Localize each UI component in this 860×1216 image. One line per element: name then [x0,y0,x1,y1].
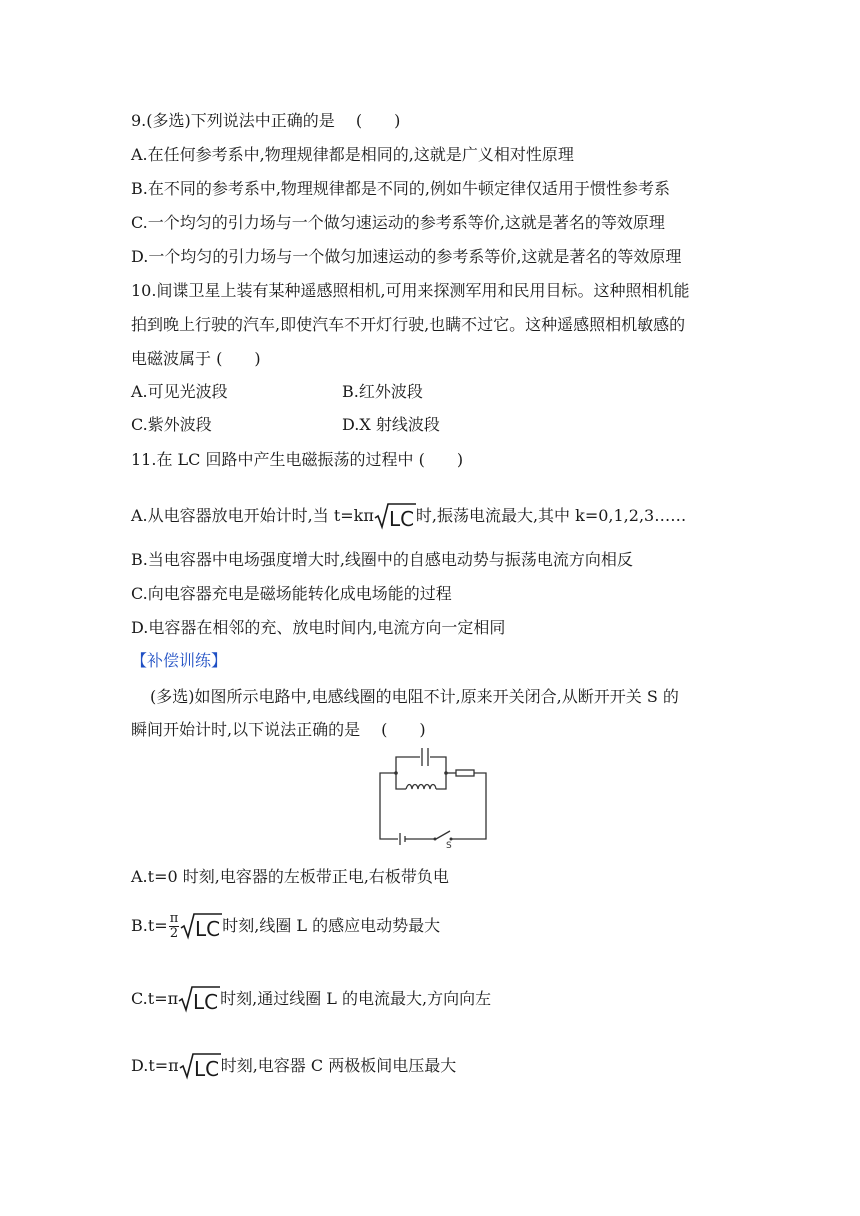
supplement-heading: 【补偿训练】 [131,651,228,670]
supplement-option-c [131,984,491,1014]
sqrt-radical-icon [179,1052,221,1080]
sqrt-lc-expression [178,985,220,1013]
q9-option-b: B.在不同的参考系中,物理规律都是不同的,例如牛顿定律仅适用于惯性参考系 [131,179,671,198]
q9-option-a: A.在任何参考系中,物理规律都是相同的,这就是广义相对性原理 [131,145,574,164]
supplement-option-d-prefix: D.t=π [131,1056,179,1075]
switch-label: S [446,841,452,849]
supplement-option-c-suffix: 时刻,通过线圈 L 的电流最大,方向向左 [220,989,492,1008]
q10-options-row1 [131,381,423,403]
q11-option-d: D.电容器在相邻的充、放电时间内,电流方向一定相同 [131,618,506,637]
supplement-option-b-prefix: B.t= [131,916,168,935]
q10-option-b: B.红外波段 [342,382,423,401]
q10-options-row2 [131,414,440,436]
sqrt-radical-icon [180,912,222,940]
q11-option-a [131,501,686,531]
q11-stem: 11.在 LC 回路中产生电磁振荡的过程中 ( ) [131,450,464,469]
supplement-option-b [131,906,440,946]
q10-option-a: A.可见光波段 [131,382,228,401]
right-wire [452,773,486,839]
q11-option-c: C.向电容器充电是磁场能转化成电场能的过程 [131,584,452,603]
q9-stem: 9.(多选)下列说法中正确的是 ( ) [131,111,401,130]
q11-option-a-prefix: A.从电容器放电开始计时,当 t=kπ [131,506,374,525]
sqrt-lc-expression [374,502,416,530]
fraction-numerator: π [169,910,179,926]
sqrt-radicand: LC [388,507,414,530]
sqrt-radicand: LC [193,990,219,1013]
q10-stem-line1: 10.间谍卫星上装有某种遥感照相机,可用来探测军用和民用目标。这种照相机能 [131,281,690,300]
sqrt-radicand: LC [193,1057,219,1080]
q11-option-b: B.当电容器中电场强度增大时,线圈中的自感电动势与振荡电流方向相反 [131,550,633,569]
sqrt-radical-icon [178,985,220,1013]
supplement-option-d [131,1051,456,1081]
supplement-option-d-suffix: 时刻,电容器 C 两极板间电压最大 [220,1056,457,1075]
supplement-stem-line1: (多选)如图所示电路中,电感线圈的电阻不计,原来开关闭合,从断开开关 S 的 [150,687,679,706]
sqrt-lc-expression [180,912,222,940]
q10-stem-line2: 拍到晚上行驶的汽车,即使汽车不开灯行驶,也瞒不过它。这种遥感照相机敏感的 [131,315,686,334]
q10-option-c: C.紫外波段 [131,415,212,434]
q10-option-d: D.X 射线波段 [342,415,440,434]
capacitor-right-wire [430,757,446,773]
sqrt-radicand: LC [195,917,221,940]
supplement-option-b-suffix: 时刻,线圈 L 的感应电动势最大 [222,916,441,935]
fraction-denominator: 2 [169,925,179,941]
q10-stem-line3: 电磁波属于 ( ) [131,349,261,368]
inductor-left-wire [396,773,406,789]
sqrt-radical-icon [374,502,416,530]
q9-option-d: D.一个均匀的引力场与一个做匀加速运动的参考系等价,这就是著名的等效原理 [131,247,682,266]
fraction-pi-over-2 [169,912,180,941]
resistor-icon [456,770,474,776]
left-wire [380,773,398,839]
inductor-right-wire [436,773,446,789]
inductor-coil-icon [406,785,436,790]
q11-option-a-suffix: 时,振荡电流最大,其中 k=0,1,2,3…… [415,506,687,525]
supplement-stem-line2: 瞬间开始计时,以下说法正确的是 ( ) [131,720,426,739]
lc-circuit-diagram [376,745,492,849]
capacitor-left-wire [396,757,420,773]
supplement-option-c-prefix: C.t=π [131,989,179,1008]
sqrt-lc-expression [179,1052,221,1080]
q9-option-c: C.一个均匀的引力场与一个做匀速运动的参考系等价,这就是著名的等效原理 [131,213,665,232]
switch-blade-icon [436,831,450,839]
supplement-option-a: A.t=0 时刻,电容器的左板带正电,右板带负电 [131,867,449,886]
